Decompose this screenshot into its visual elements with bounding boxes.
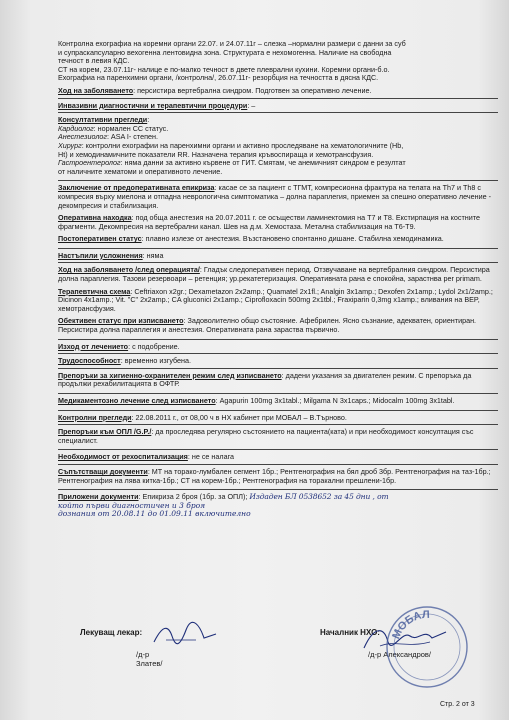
therapy-heading: Терапевтична схема bbox=[58, 286, 131, 296]
divider bbox=[58, 180, 498, 181]
discharge-status-text: : Задоволително общо състояние. Афебрилен. Ясно съзнание, адекватен, ориентиран. Персистира долна параплегия и анестезия. Оперативната рана зараства първично. bbox=[58, 316, 477, 335]
checkups-heading: Контролни прегледи bbox=[58, 412, 132, 422]
divider bbox=[58, 262, 498, 263]
docs-heading: Съпътстващи документи bbox=[58, 466, 148, 476]
gp-section bbox=[58, 428, 498, 445]
consult-text-surgeon: : контролни ехографии на паренхимни органи и активно проследяване на хематологичните (Hb, bbox=[81, 140, 404, 150]
meds-section bbox=[58, 397, 498, 406]
page-number: Стр. 2 от 3 bbox=[440, 701, 475, 708]
course-after-heading: Ход на заболяването /след операцията/ bbox=[58, 265, 200, 275]
divider bbox=[58, 424, 498, 425]
attachments-heading: Приложени документи bbox=[58, 492, 139, 502]
hospital-stamp bbox=[384, 604, 470, 690]
divider bbox=[58, 98, 498, 99]
consult-label-anesthesiologist: Анестезиолог bbox=[58, 132, 107, 142]
course-text: : персистира вертебрална синдром. Подготвен за оперативно лечение. bbox=[133, 85, 372, 95]
postop-heading: Постоперативен статус bbox=[58, 234, 142, 244]
handwritten-note-line: дознания от 20.08.11 до 01.09.11 включително bbox=[58, 509, 251, 519]
stamp-text: МОБАЛ bbox=[390, 608, 430, 641]
therapy-section bbox=[58, 288, 498, 314]
consult-label-surgeon: Хирург bbox=[58, 140, 82, 150]
consult-label-gastro: Гастроентеролог bbox=[58, 158, 121, 168]
course-after-section bbox=[58, 266, 498, 283]
consult-text-gastro: : няма данни за активно кървене от ГИТ. Смятам, че анемичният синдром е резултат bbox=[120, 158, 406, 168]
regimen-heading: Препоръки за хигиенно-охранителен режим след изписването bbox=[58, 370, 282, 380]
complications-text: : няма bbox=[142, 250, 164, 260]
opnote-section bbox=[58, 214, 498, 231]
divider bbox=[58, 393, 498, 394]
invasive-section bbox=[58, 102, 498, 111]
head-signature-block bbox=[320, 628, 431, 659]
work-text: : временно изгубена. bbox=[120, 356, 192, 366]
postop-text: : плавно излезе от анестезия. Възстановено спонтанно дишане. Стабилна хемодинамика. bbox=[141, 234, 444, 244]
consult-text-cardiologist: : нормален СС статус. bbox=[93, 123, 169, 133]
divider bbox=[58, 464, 498, 465]
outcome-section bbox=[58, 343, 498, 352]
divider bbox=[58, 368, 498, 369]
gp-text: : да проследява регулярно състоянието на пациента(ката) и при необходимост консултация със специалист. bbox=[58, 427, 474, 445]
document-body bbox=[58, 40, 498, 523]
therapy-text: : Ceftriaxon x2gr.; Dexametazon 2x2amp.; Quamatel 2x1fl.; Analgin 3x1amp.; Dexofen 2x1amp.; Lydol 2x1/2amp.; Dicinon 4x1amp.; Vit. "C" 2x2amp.; CA gluconici 2x1amp.; Ciprofloxacin 500mg 2x1tbl.; Fraxiparin 0,3mg x1amp.; вливания на BEP, хемотрансфузия. bbox=[58, 286, 493, 313]
divider bbox=[58, 449, 498, 450]
intro-line: Контролна ехографиа на коремни органи 22.07. и 24.07.11г – слезка –нормални размери с данни за суб bbox=[58, 39, 406, 48]
divider bbox=[58, 248, 498, 249]
intro-block bbox=[58, 40, 498, 83]
preop-text: : касае се за пациент с ТГМТ, компресионна фрактура на телата на Th7 и Th8 с компресия върху миелона и отпадна неврологична симптоматика – долна параплегия, приемен за спешно оперативно лечение - декомпресия и стабилизация. bbox=[58, 183, 491, 210]
divider bbox=[58, 410, 498, 411]
consult-text-anesthesiologist: : ASA I- степен. bbox=[106, 132, 158, 142]
divider bbox=[58, 112, 498, 113]
docs-text: : МТ на торако-лумбален сегмент 1бр.; Рентгенография на бял дроб 3бр. Рентгенография на таз-1бр.; Рентгенография на лява китка-1бр.; СТ на корем-1бр.; Рентгенография на торакални прешлени-1бр. bbox=[58, 466, 491, 485]
discharge-status-heading: Обективен статус при изписването bbox=[58, 316, 184, 326]
complications-heading: Настъпили усложнения bbox=[58, 250, 143, 260]
regimen-section bbox=[58, 372, 498, 389]
intro-line: течност в левия КДС. bbox=[58, 56, 130, 66]
intro-line: СТ на корем, 23.07.11г- налице е по-малко течност в двете плеврални кухини. Коремни органи-б.о. bbox=[58, 64, 390, 74]
opnote-text: : под обща анестезия на 20.07.2011 г. се осъществи ламинектомия на Т7 и Т8. Екстирпация на костните фрагменти. Декомпресия на вертебрални канал. Шев на д.м. Хемостаза. Метална стабилизация на Т6-Т9. bbox=[58, 213, 480, 231]
rehosp-heading: Необходимост от рехоспитализация bbox=[58, 452, 188, 462]
work-section bbox=[58, 357, 498, 366]
consult-text-surgeon-cont: Ht) и хемодинамичните показатели RR. Назначена терапия кръвоспираща и хемотрансфузия. bbox=[58, 149, 374, 159]
meds-heading: Медикаментозно лечение след изписването bbox=[58, 396, 216, 405]
complications-section bbox=[58, 252, 498, 261]
work-heading: Трудоспособност bbox=[58, 356, 121, 366]
preop-heading: Заключение от предоперативната епикриза bbox=[58, 183, 215, 193]
divider bbox=[58, 353, 498, 354]
outcome-heading: Изход от лечението bbox=[58, 341, 129, 351]
attachments-section bbox=[58, 493, 498, 519]
head-label: Началник НХО: bbox=[320, 628, 380, 637]
attending-signature bbox=[150, 620, 220, 650]
checkups-text: : 22.08.2011 г., от 08,00 ч в НХ кабинет при МОБАЛ – В.Търново. bbox=[131, 412, 347, 422]
outcome-text: : с подобрение. bbox=[128, 341, 180, 351]
handwritten-note-line: Издаден БЛ 0538652 за 45 дни , от bbox=[249, 492, 389, 502]
invasive-text: : – bbox=[247, 100, 256, 110]
meds-text: : Agapurin 100mg 3x1tabl.; Milgama N 3x1caps.; Midocalm 100mg 3x1tabl. bbox=[215, 396, 455, 405]
divider bbox=[58, 489, 498, 490]
regimen-text: : дадени указания за двигателен режим. С препоръка да продължи рехабилитацията в ОФТР. bbox=[58, 370, 472, 389]
opnote-heading: Оперативна находка bbox=[58, 213, 132, 223]
course-heading: Ход на заболяването bbox=[58, 85, 134, 95]
discharge-status-section bbox=[58, 317, 498, 334]
consult-text-gastro-cont: от наличните хематоми и оперативното лечение. bbox=[58, 166, 223, 176]
divider bbox=[58, 339, 498, 340]
rehosp-section bbox=[58, 453, 498, 462]
consult-label-cardiologist: Кардиолог bbox=[58, 123, 94, 133]
checkups-section bbox=[58, 414, 498, 423]
head-name: /д-р Александров/ bbox=[368, 650, 431, 659]
attending-signature-block bbox=[80, 628, 163, 668]
rehosp-text: : не се налага bbox=[187, 452, 235, 462]
preop-section bbox=[58, 184, 498, 210]
postop-section bbox=[58, 235, 498, 244]
intro-line: и супраскапсуларно вехогенна лентовидна зона. Структурата е нехомогенна. Наличие на свободна bbox=[58, 47, 392, 57]
handwritten-note-line: който първи диагностичен и 3 броя bbox=[58, 500, 206, 510]
invasive-heading: Инвазивни диагностични и терапевтични процедури bbox=[58, 100, 248, 110]
gp-heading: Препоръки към ОПЛ /G.P./ bbox=[58, 427, 152, 437]
course-after-text: : Гладък следоперативен период. Отзвучаване на вертебралния синдром. Персистира долна параплегия. Тазови резервоари – ретенция; ур.рекатетеризация. Оперативната рана е спокойна, зарастнва per primam. bbox=[58, 265, 490, 284]
consult-heading: Консултативни прегледи bbox=[58, 115, 148, 125]
course-section bbox=[58, 87, 498, 96]
attachments-text: : Епикриза 2 броя (1бр. за ОПЛ); bbox=[138, 492, 248, 502]
attending-name: /д-р Златев/ bbox=[136, 650, 163, 668]
attending-label: Лекуващ лекар: bbox=[80, 628, 143, 637]
consult-section: Консултативни прегледи: Кардиолог: нормален СС статус. Анестезиолог: ASA I- степен. Хирург: контролни ехографии на паренхимни органи и активно проследяване на хематологичните (Hb, Ht) и хемодинамичните показатели RR. Назначена терапия кръвоспираща и хемотрансфузия. Гастроентеролог: няма данни за активно кървене от ГИТ. Смятам, че анемичният синдром е резултат от наличните хематоми и оперативното лечение. bbox=[58, 115, 406, 176]
intro-line: Ехографиа на паренхимни органи, /контролна/, 26.07.11г- резорбция на течността в дясна КДС. bbox=[58, 73, 379, 83]
docs-section bbox=[58, 468, 498, 485]
